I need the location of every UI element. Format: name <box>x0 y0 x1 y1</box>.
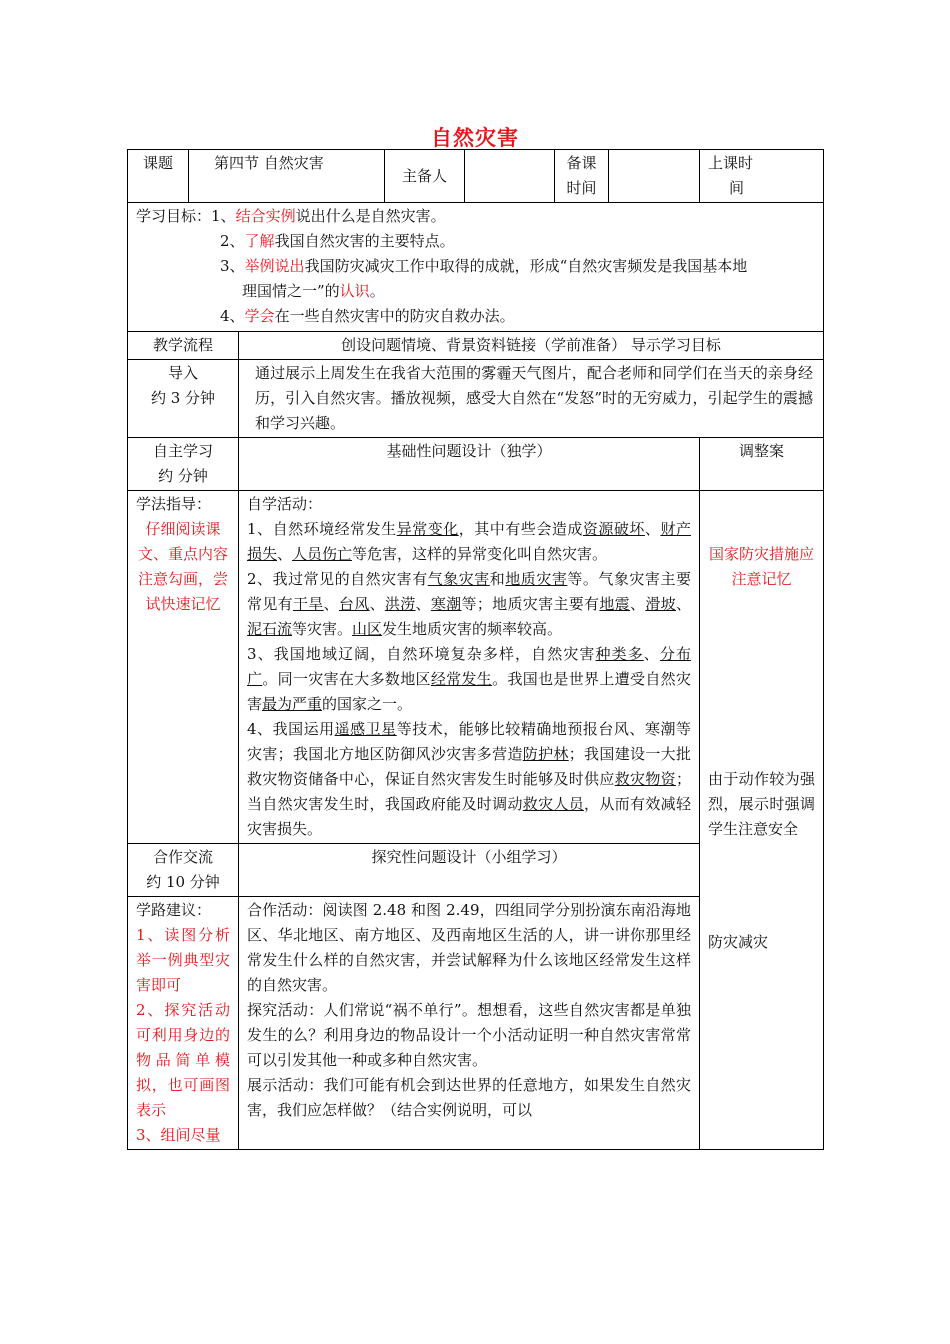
self-study-label-2: 约 分钟 <box>158 467 208 485</box>
p3-u1: 种类多 <box>595 645 644 663</box>
goal-2-keyword: 了解 <box>244 232 275 250</box>
prep-time-label-2: 时间 <box>566 179 597 197</box>
p4-u3: 救灾物资 <box>614 770 676 788</box>
p1-u4: 人员伤亡 <box>292 545 353 563</box>
lesson-plan-table <box>127 149 824 1150</box>
coop-activity-cell <box>239 897 700 1150</box>
flow-value: 创设问题情境、背景资料链接（学前准备） 导示学习目标 <box>239 332 824 360</box>
goal-2 <box>136 229 818 254</box>
p2-g: 等；地质灾害主要有 <box>461 595 600 613</box>
p3-a: 3、我国地域辽阔，自然环境复杂多样，自然灾害 <box>247 645 596 663</box>
p1-u3: 财产损失 <box>247 520 691 563</box>
goal-3-cont <box>136 279 818 304</box>
goal-3-text-a: 我国防灾减灾工作中取得的成就，形成“自然灾害频发是我国基本地 <box>304 257 748 275</box>
p4-u4: 救灾人员 <box>522 795 585 813</box>
adjust-title: 调整案 <box>700 438 824 491</box>
page-title: 自然灾害 <box>431 126 519 150</box>
p3-c: 。同一灾害在大多数地区 <box>262 670 431 688</box>
p4-c: ；我国建设一大批救灾物资储备中心，保证自然灾害发生时能够及时供应 <box>247 745 691 788</box>
goals-cell <box>128 203 824 332</box>
prep-time-value <box>609 150 700 203</box>
goal-4 <box>136 304 818 329</box>
p4-b: 等技术，能够比较精确地预报台风、寒潮等灾害；我国北方地区防御风沙灾害多营造 <box>247 720 691 763</box>
preparer-value <box>465 150 555 203</box>
p3-b: 、 <box>643 645 660 663</box>
p4-a: 4、我国运用 <box>247 720 335 738</box>
p1-u1: 异常变化 <box>396 520 459 538</box>
p2-u8: 滑坡 <box>645 595 676 613</box>
goals-row <box>128 203 824 332</box>
p2-k: 发生地质灾害的频率较高。 <box>382 620 563 638</box>
adjust-note-1: 国家防灾措施应注意记忆 <box>708 545 814 588</box>
self-activity-title: 自学活动： <box>247 495 323 513</box>
p1-u2: 资源破坏 <box>582 520 645 538</box>
p2-u4: 台风 <box>338 595 370 613</box>
p2-i: 、 <box>675 595 691 613</box>
intro-text-content: 通过展示上周发生在我省大范围的雾霾天气图片，配合老师和同学们在当天的亲身经历，引入自然灾害。播放视频，感受大自然在“发怒”时的无穷威力，引起学生的震撼和学习兴趣。 <box>255 364 813 432</box>
p2-e: 、 <box>369 595 385 613</box>
preparer-label: 主备人 <box>385 150 465 203</box>
header-row <box>128 150 824 203</box>
adjust-notes-cell <box>700 491 824 1150</box>
goals-label: 学习目标： <box>136 207 212 225</box>
method-tip: 仔细阅读课文、重点内容注意勾画，尝试快速记忆 <box>137 520 228 613</box>
class-time-label-1: 上课时 <box>708 154 754 172</box>
route-tip-2: 2、探究活动可利用身边的物品简单模拟，也可画图表示 <box>136 1001 230 1119</box>
p2-a: 2、我过常见的自然灾害有 <box>247 570 428 588</box>
goal-3 <box>136 254 818 279</box>
goal-3-end: 。 <box>369 282 385 300</box>
p2-j: 等灾害。 <box>292 620 353 638</box>
p3-u3: 经常发生 <box>430 670 493 688</box>
goal-4-num: 4、 <box>220 307 245 325</box>
p1-d: 、 <box>277 545 293 563</box>
route-label: 学路建议： <box>136 901 212 919</box>
goal-1 <box>136 204 818 229</box>
p2-u10: 山区 <box>352 620 383 638</box>
prep-time-label-1: 备课 <box>566 154 597 172</box>
method-label: 学法指导： <box>136 495 212 513</box>
explore-activity: 探究活动：人们常说“祸不单行”。想想看，这些自然灾害都是单独发生的么？利用身边的物品设计一个小活动证明一种自然灾害常常可以引发其他一种或多种自然灾害。 <box>247 1001 691 1069</box>
intro-label-2: 约 3 分钟 <box>150 389 216 407</box>
p2-u7: 地震 <box>599 595 630 613</box>
p2-u3: 干旱 <box>292 595 324 613</box>
coop-activity-1: 合作活动：阅读图 2.48 和图 2.49，四组同学分别扮演东南沿海地区、华北地区、南方地区、及西南地区生活的人，讲一讲你那里经常发生什么样的自然灾害，并尝试解释为什么该地区经常发生这样的自然灾害。 <box>247 901 691 994</box>
show-activity: 展示活动：我们可能有机会到达世界的任意地方，如果发生自然灾害，我们应怎样做？（结合实例说明，可以 <box>247 1076 691 1119</box>
topic-value: 第四节 自然灾害 <box>189 150 385 203</box>
topic-label: 课题 <box>128 150 189 203</box>
p4-d: ；当自然灾害发生时，我国政府能及时调动 <box>247 770 691 813</box>
p2-u5: 洪涝 <box>384 595 416 613</box>
adjust-note-2: 由于动作较为强烈，展示时强调学生注意安全 <box>708 770 815 838</box>
intro-label-1: 导入 <box>167 364 198 382</box>
p2-b: 和 <box>489 570 506 588</box>
p1-b: ，其中有些会造成 <box>458 520 583 538</box>
p3-d: 。我国也是世界上遭受自然灾害 <box>247 670 691 713</box>
flow-row <box>128 332 824 360</box>
route-tip-1: 1、读图分析举一例典型灾害即可 <box>136 926 230 994</box>
goal-1-keyword: 结合实例 <box>235 207 296 225</box>
intro-text <box>239 360 824 438</box>
goal-3-keyword-2: 认识 <box>339 282 370 300</box>
route-cell <box>128 897 239 1150</box>
goal-3-num: 3、 <box>220 257 245 275</box>
self-activity-p2 <box>247 570 691 638</box>
p3-e: 的国家之一。 <box>322 695 413 713</box>
goal-1-num: 1、 <box>211 207 236 225</box>
class-time-cell <box>700 150 824 203</box>
p2-u9: 泥石流 <box>247 620 293 638</box>
p1-e: 等危害，这样的异常变化叫自然灾害。 <box>352 545 608 563</box>
class-time-label-2: 间 <box>729 179 745 197</box>
coop-label-2: 约 10 分钟 <box>146 873 220 891</box>
self-activity-p1 <box>247 520 691 563</box>
method-cell <box>128 491 239 844</box>
p3-u4: 最为严重 <box>262 695 323 713</box>
p2-c: 等。气象灾害主要常见有 <box>247 570 691 613</box>
prep-time-label <box>555 150 609 203</box>
p4-u1: 遥感卫星 <box>334 720 397 738</box>
p2-u6: 寒潮 <box>430 595 462 613</box>
p4-e: ，从而有效减轻灾害损失。 <box>247 795 691 838</box>
explore-design-title: 探究性问题设计（小组学习） <box>239 844 700 897</box>
p1-c: 、 <box>644 520 661 538</box>
goal-4-keyword: 学会 <box>244 307 275 325</box>
self-activity-cell <box>239 491 700 844</box>
p2-u1: 气象灾害 <box>427 570 490 588</box>
route-tip-3: 3、组间尽量 <box>136 1126 221 1144</box>
p2-h: 、 <box>629 595 646 613</box>
p4-u2: 防护林 <box>522 745 569 763</box>
p2-u2: 地质灾害 <box>505 570 568 588</box>
self-study-label-1: 自主学习 <box>152 442 213 460</box>
goal-2-num: 2、 <box>220 232 245 250</box>
p2-f: 、 <box>415 595 431 613</box>
self-activity-p3 <box>247 645 691 713</box>
p2-d: 、 <box>323 595 339 613</box>
goal-1-text: 说出什么是自然灾害。 <box>295 207 446 225</box>
flow-label: 教学流程 <box>128 332 239 360</box>
basic-design-title: 基础性问题设计（独学） <box>239 438 700 491</box>
coop-label-1: 合作交流 <box>152 848 213 866</box>
goal-3-keyword: 举例说出 <box>244 257 305 275</box>
coop-label <box>128 844 239 897</box>
self-study-row <box>128 491 824 844</box>
self-study-label <box>128 438 239 491</box>
goal-2-text: 我国自然灾害的主要特点。 <box>274 232 455 250</box>
p3-u2: 分布广 <box>247 645 691 688</box>
adjust-note-3: 防灾减灾 <box>708 933 769 951</box>
intro-row <box>128 360 824 438</box>
p1-a: 1、自然环境经常发生 <box>247 520 397 538</box>
goal-4-text: 在一些自然灾害中的防灾自救办法。 <box>274 307 515 325</box>
intro-label <box>128 360 239 438</box>
self-study-header-row <box>128 438 824 491</box>
self-activity-p4 <box>247 720 691 838</box>
goal-3-text-b: 理国情之一”的 <box>242 282 340 300</box>
